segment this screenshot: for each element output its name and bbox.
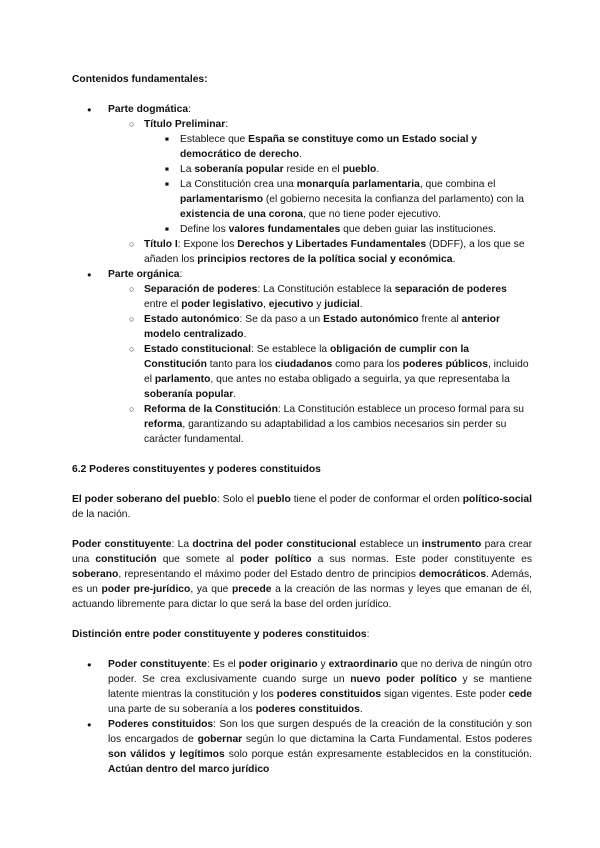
paragraph-poder-soberano	[72, 492, 532, 522]
text: .	[233, 389, 237, 400]
text: que deben guiar las instituciones.	[340, 224, 496, 235]
bold-text: obligación de cumplir con la Constitución	[144, 344, 470, 370]
distincion-heading	[72, 627, 532, 642]
text: .	[359, 299, 363, 310]
bold-text: judicial	[324, 299, 360, 310]
text: .	[376, 164, 380, 175]
bold-text: soberano	[72, 569, 119, 580]
text: para crear una	[72, 539, 532, 565]
organica-point	[108, 312, 532, 342]
bold-text: monarquía parlamentaria	[296, 179, 420, 190]
text: , que antes no estaba obligado a seguirla, ya que representaba la	[210, 374, 510, 385]
bold-text: Título I	[144, 239, 178, 250]
text: como para los	[332, 359, 403, 370]
bold-text: soberanía popular	[144, 389, 234, 400]
text: .	[452, 254, 456, 265]
bold-text: Separación de poderes	[144, 284, 258, 295]
text: a sus normas. Este poder constituyente es	[311, 554, 533, 565]
bold-text: pueblo	[257, 494, 291, 505]
preliminar-point	[144, 222, 532, 237]
distincion-list	[72, 657, 532, 777]
organica-label: Parte orgánica	[108, 269, 180, 280]
bold-text: poder político	[240, 554, 312, 565]
text: sigan vigentes. Este poder	[381, 689, 509, 700]
bold-text: Poderes constituidos	[108, 719, 214, 730]
text: , que no tiene poder ejecutivo.	[303, 209, 442, 220]
organica-point	[108, 402, 532, 447]
text: y	[313, 299, 325, 310]
bold-text: parlamentarismo	[180, 194, 263, 205]
preliminar-sublist	[144, 132, 532, 237]
text: entre el	[144, 299, 182, 310]
bold-text: valores fundamentales	[228, 224, 341, 235]
bold-text: poder legislativo	[181, 299, 264, 310]
text: : La Constitución establece un proceso formal para su	[277, 404, 524, 415]
text: que somete al	[156, 554, 241, 565]
organica-point	[108, 282, 532, 312]
bold-text: gobernar	[197, 734, 243, 745]
text: que no deriva de ningún otro poder. Se crea exclusivamente cuando surge un	[108, 659, 532, 685]
bold-text: extraordinario	[328, 659, 398, 670]
bold-text: poderes constituidos	[255, 704, 360, 715]
text: establece un	[356, 539, 422, 550]
text: , que combina el	[419, 179, 496, 190]
preliminar-label: Título Preliminar	[144, 119, 226, 130]
text: tiene el poder de conformar el orden	[290, 494, 463, 505]
bold-text: Reforma de la Constitución	[144, 404, 278, 415]
text: , representando el máximo poder del Estado dentro de principios	[118, 569, 419, 580]
text: y	[317, 659, 329, 670]
bold-text: Poder constituyente	[72, 539, 172, 550]
text: La Constitución crea una	[180, 179, 297, 190]
text: : Expone los	[177, 239, 238, 250]
bold-text: existencia de una corona	[180, 209, 304, 220]
bold-text: cede	[508, 689, 532, 700]
bold-text: España se constituye como un Estado social y democrático de derecho	[180, 134, 478, 160]
text: : Solo el	[216, 494, 258, 505]
section-title: 6.2 Poderes constituyentes y poderes constituidos	[72, 464, 321, 475]
preliminar-item: ○ Título Preliminar: ■ Establece que España se constituye como un Estado social y democrático de derecho. ■ La soberanía popular reside en el pueblo. ■ La Constitución crea una monarquía parlamentaria, que combina el parlamentarismo (el gobierno necesita la confianza del parlamento) con la existencia de una corona, que no tiene poder ejecutivo. ■ Define los valores fundamentales que deben guiar las instituciones.	[108, 117, 532, 237]
text: : Son los que surgen después de la creación de la constitución y son los encargados de	[108, 719, 532, 745]
text: (DDFF), a los que se añaden los	[144, 239, 525, 265]
organica-sublist	[108, 282, 532, 447]
bold-text: ciudadanos	[275, 359, 333, 370]
text: .	[359, 704, 363, 715]
organica-point	[108, 342, 532, 402]
text: , ya que	[190, 584, 232, 595]
contenidos-list	[72, 102, 532, 447]
bold-text: poder originario	[238, 659, 318, 670]
bold-text: democráticos	[419, 569, 486, 580]
text: . Además, es un	[72, 569, 532, 595]
bold-text: parlamento	[154, 374, 211, 385]
text: : Es el	[207, 659, 239, 670]
text: , garantizando su adaptabilidad a los cambios necesarios sin perder su carácter fundamental.	[144, 419, 507, 445]
preliminar-point	[144, 132, 532, 162]
bold-text: ejecutivo	[268, 299, 314, 310]
distincion-item	[72, 657, 532, 717]
bold-text: pueblo	[342, 164, 377, 175]
bold-text: Estado autonómico	[323, 314, 419, 325]
text: frente al	[418, 314, 462, 325]
bold-text: El poder soberano del pueblo	[72, 494, 217, 505]
bold-text: soberanía popular	[194, 164, 284, 175]
paragraph-poder-constituyente	[72, 537, 532, 612]
organica-item: ● Parte orgánica: ○ Separación de poderes: La Constitución establece la separación de poderes entre el poder legislativo, ejecutivo y judicial. ○ Estado autonómico: Se da paso a un Estado autonómico frente al anterior modelo centralizado. ○ Estado constitucional: Se establece la obligación de cumplir con la Constitución tanto para los ciudadanos como para los poderes públicos, incluido el parlamento, que antes no estaba obligado a seguirla, ya que representaba la soberanía popular. ○ Reforma de la Constitución: La Constitución establece un proceso formal para su reforma, garantizando su adaptabilidad a los cambios necesarios sin perder su carácter fundamental.	[72, 267, 532, 447]
bold-text: poderes constituidos	[276, 689, 381, 700]
text: : Se da paso a un	[239, 314, 324, 325]
dogmatica-label: Parte dogmática	[108, 104, 189, 115]
titulo1-item	[108, 237, 532, 267]
bold-text: Actúan dentro del marco jurídico	[108, 764, 270, 775]
text: a la creación de las normas y leyes que emanan de él, actuando libremente para dictar lo que será la base del orden jurídico.	[72, 584, 532, 610]
bold-text: Estado autonómico	[144, 314, 240, 325]
contenidos-heading: Contenidos fundamentales:	[72, 74, 208, 85]
bold-text: Poder constituyente	[108, 659, 208, 670]
bold-text: poderes públicos	[402, 359, 488, 370]
text: Define los	[180, 224, 229, 235]
text: :	[366, 629, 370, 640]
bold-text: constitución	[95, 554, 157, 565]
bold-text: poder pre-jurídico	[101, 584, 191, 595]
bold-text: precede	[232, 584, 272, 595]
dogmatica-item: ● Parte dogmática: ○ Título Preliminar: ■ Establece que España se constituye como un Estado social y democrático de derecho. ■ La soberanía popular reside en el pueblo. ■ La Constitución crea una monarquía parlamentaria, que combina el parlamentarismo (el gobierno necesita la confianza del parlamento) con la existencia de una corona, que no tiene poder ejecutivo. ■ Define los valores fundamentales que deben guiar las instituciones. ○ Título I: Expone los Derechos y Libertades Fundamentales (DDFF), a los que se añaden los principios rectores de la política social y económica.	[72, 102, 532, 267]
text: : La	[171, 539, 193, 550]
bold-text: Derechos y Libertades Fundamentales	[237, 239, 427, 250]
bold-text: Distinción entre poder constituyente y poderes constituidos	[72, 629, 367, 640]
bold-text: Estado constitucional	[144, 344, 251, 355]
text: .	[243, 329, 247, 340]
bold-text: reforma	[144, 419, 183, 430]
bold-text: doctrina del poder constitucional	[192, 539, 357, 550]
bold-text: separación de poderes	[394, 284, 507, 295]
text: y se mantiene latente mientras la constitución y los	[108, 674, 533, 700]
text: .	[299, 149, 302, 160]
text: tanto para los	[206, 359, 276, 370]
bold-text: nuevo poder político	[350, 674, 457, 685]
text: reside en el	[283, 164, 343, 175]
text: (el gobierno necesita la confianza del parlamento) con la	[262, 194, 524, 205]
bold-text: son válidos y legítimos	[108, 749, 225, 760]
text: Establece que	[180, 134, 249, 145]
text: de la nación.	[72, 509, 131, 520]
text: una parte de su soberanía a los	[108, 704, 256, 715]
text: : La Constitución establece la	[257, 284, 395, 295]
dogmatica-sublist	[108, 117, 532, 267]
distincion-item	[72, 717, 532, 777]
text: solo porque están expresamente establecidos en la constitución.	[224, 749, 532, 760]
bold-text: principios rectores de la política social y económica	[197, 254, 453, 265]
text: , incluido el	[144, 359, 529, 385]
text: : Se establece la	[251, 344, 330, 355]
bold-text: político-social	[462, 494, 532, 505]
bold-text: instrumento	[421, 539, 482, 550]
preliminar-point	[144, 162, 532, 177]
text: ,	[263, 299, 269, 310]
bold-text: anterior modelo centralizado	[144, 314, 500, 340]
text: La	[180, 164, 195, 175]
preliminar-point	[144, 177, 532, 222]
text: según lo que dictamina la Carta Fundamental. Estos poderes	[242, 734, 533, 745]
